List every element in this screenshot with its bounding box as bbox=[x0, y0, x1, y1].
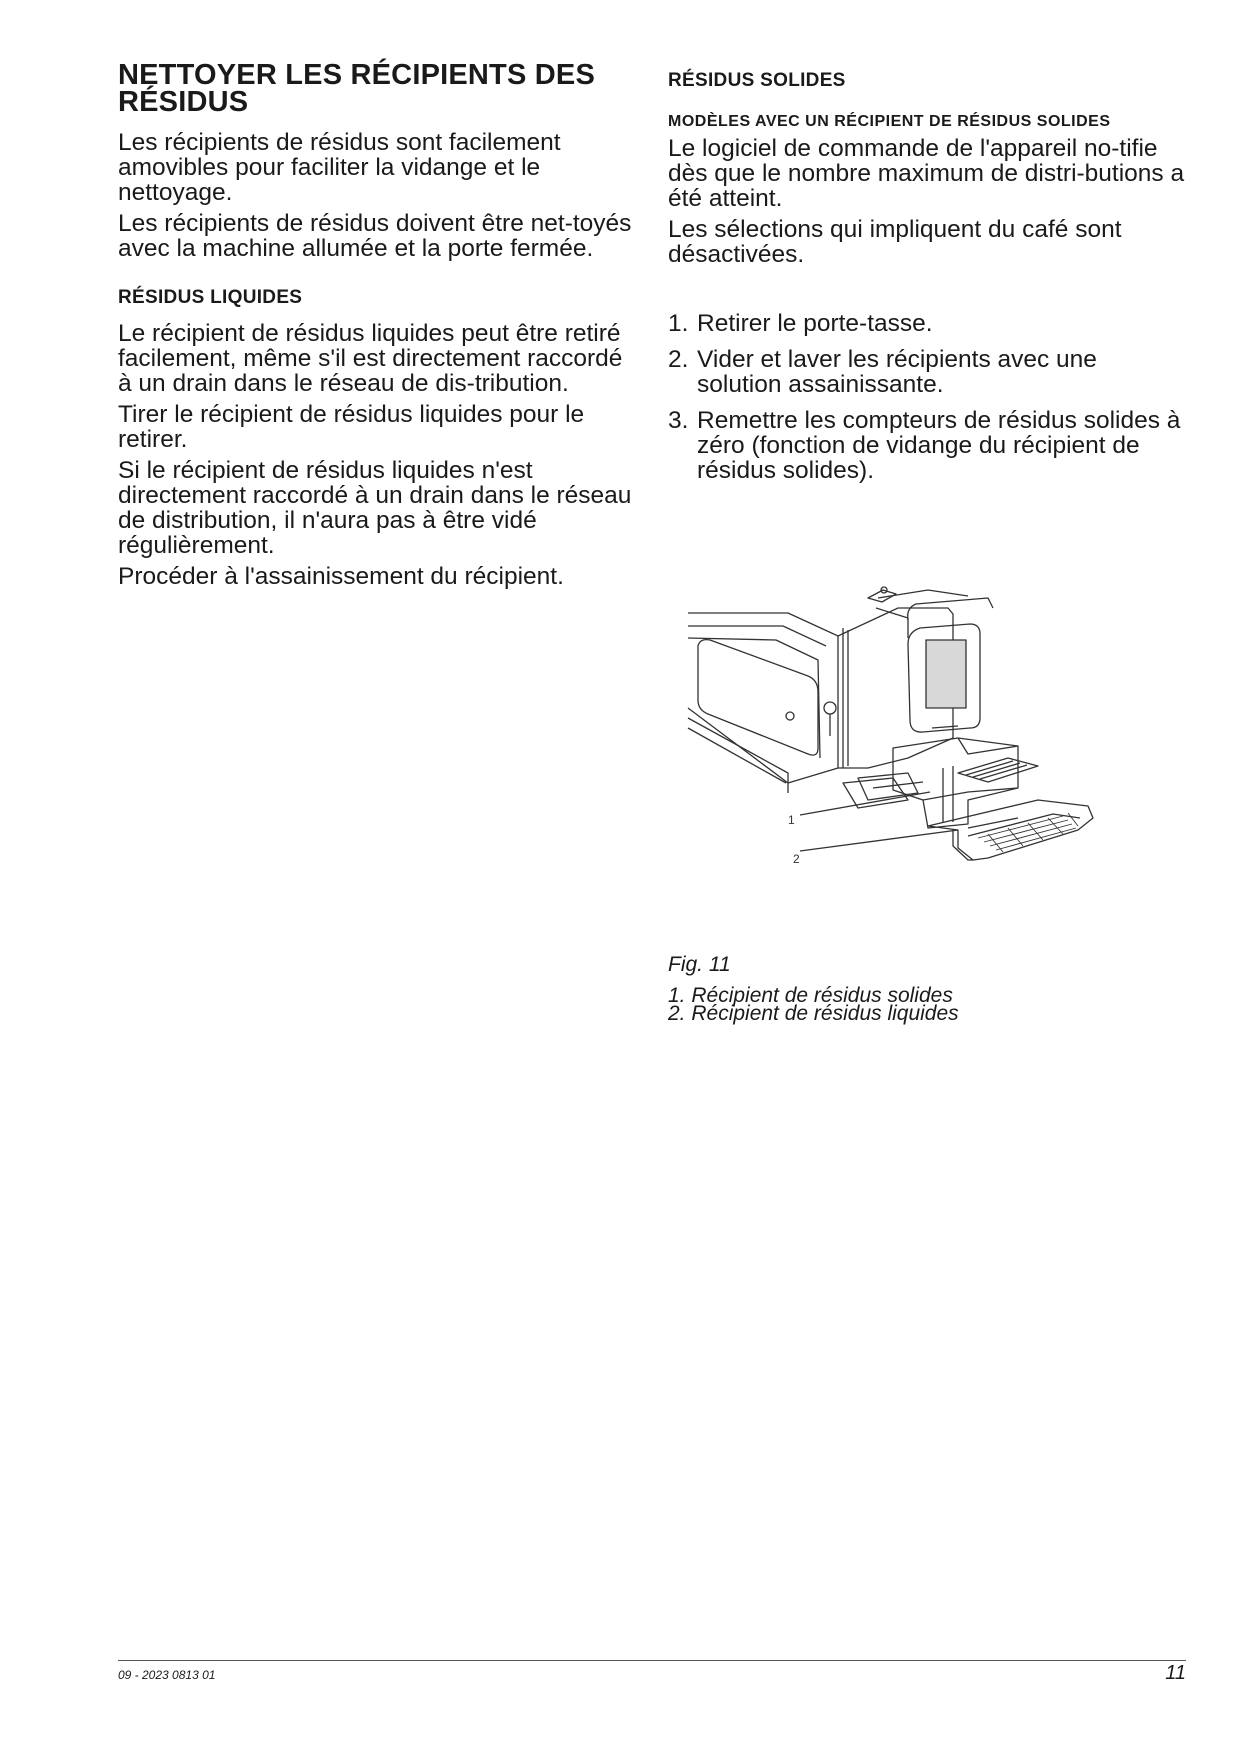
legend-item-1: 1. Récipient de résidus solides bbox=[668, 984, 953, 1007]
page-title bbox=[118, 59, 638, 118]
step-text: Vider et laver les récipients avec une solution assainissante. bbox=[697, 346, 1097, 398]
page-number: 11 bbox=[1165, 1662, 1186, 1684]
right-column bbox=[668, 70, 1188, 494]
figure-legend bbox=[668, 984, 959, 1025]
step-text: Remettre les compteurs de résidus solides à zéro (fonction de vidange du récipient de résidus solides). bbox=[697, 407, 1181, 484]
legend-item-2: 2. Récipient de résidus liquides bbox=[668, 1002, 959, 1025]
step-item bbox=[668, 311, 1188, 336]
intro-paragraph-2: Les récipients de résidus doivent être net-toyés avec la machine allumée et la porte fermée. bbox=[118, 210, 632, 262]
liquid-residue-heading: RÉSIDUS LIQUIDES bbox=[118, 287, 303, 308]
figure-caption: Fig. 11 bbox=[668, 953, 731, 976]
coffee-machine-illustration bbox=[668, 568, 1138, 918]
step-number: 3. bbox=[668, 407, 689, 434]
liquid-paragraph-1: Le récipient de résidus liquides peut être retiré facilement, même s'il est directement raccordé à un drain dans le réseau de dis-tribution. bbox=[118, 320, 623, 397]
solid-paragraph-2: Les sélections qui impliquent du café sont désactivées. bbox=[668, 216, 1122, 268]
figure-callout-1: 1 bbox=[788, 813, 795, 827]
step-number: 2. bbox=[668, 346, 689, 373]
liquid-paragraph-2: Tirer le récipient de résidus liquides pour le retirer. bbox=[118, 401, 585, 453]
left-column bbox=[118, 59, 638, 595]
step-item bbox=[668, 347, 1188, 397]
page-title-line2: RÉSIDUS bbox=[118, 86, 249, 118]
models-heading: MODÈLES AVEC UN RÉCIPIENT DE RÉSIDUS SOLIDES bbox=[668, 113, 1111, 130]
intro-paragraph-1: Les récipients de résidus sont facilement amovibles pour faciliter la vidange et le nettoyage. bbox=[118, 129, 561, 206]
liquid-paragraph-4: Procéder à l'assainissement du récipient. bbox=[118, 563, 564, 590]
step-item bbox=[668, 408, 1188, 483]
figure-callout-2: 2 bbox=[793, 852, 800, 866]
solid-paragraph-1: Le logiciel de commande de l'appareil no-tifie dès que le nombre maximum de distri-butions a été atteint. bbox=[668, 135, 1185, 212]
steps-list bbox=[668, 311, 1188, 483]
step-number: 1. bbox=[668, 310, 689, 337]
page-title-line1: NETTOYER LES RÉCIPIENTS DES bbox=[118, 59, 596, 91]
document-code: 09 - 2023 0813 01 bbox=[118, 1668, 216, 1682]
solid-residue-heading: RÉSIDUS SOLIDES bbox=[668, 70, 846, 91]
coffee-machine-drawing bbox=[668, 568, 1138, 918]
step-text: Retirer le porte-tasse. bbox=[697, 310, 933, 337]
footer-divider bbox=[118, 1660, 1186, 1661]
liquid-paragraph-3: Si le récipient de résidus liquides n'est directement raccordé à un drain dans le réseau de distribution, il n'aura pas à être vidé régulièrement. bbox=[118, 457, 632, 559]
